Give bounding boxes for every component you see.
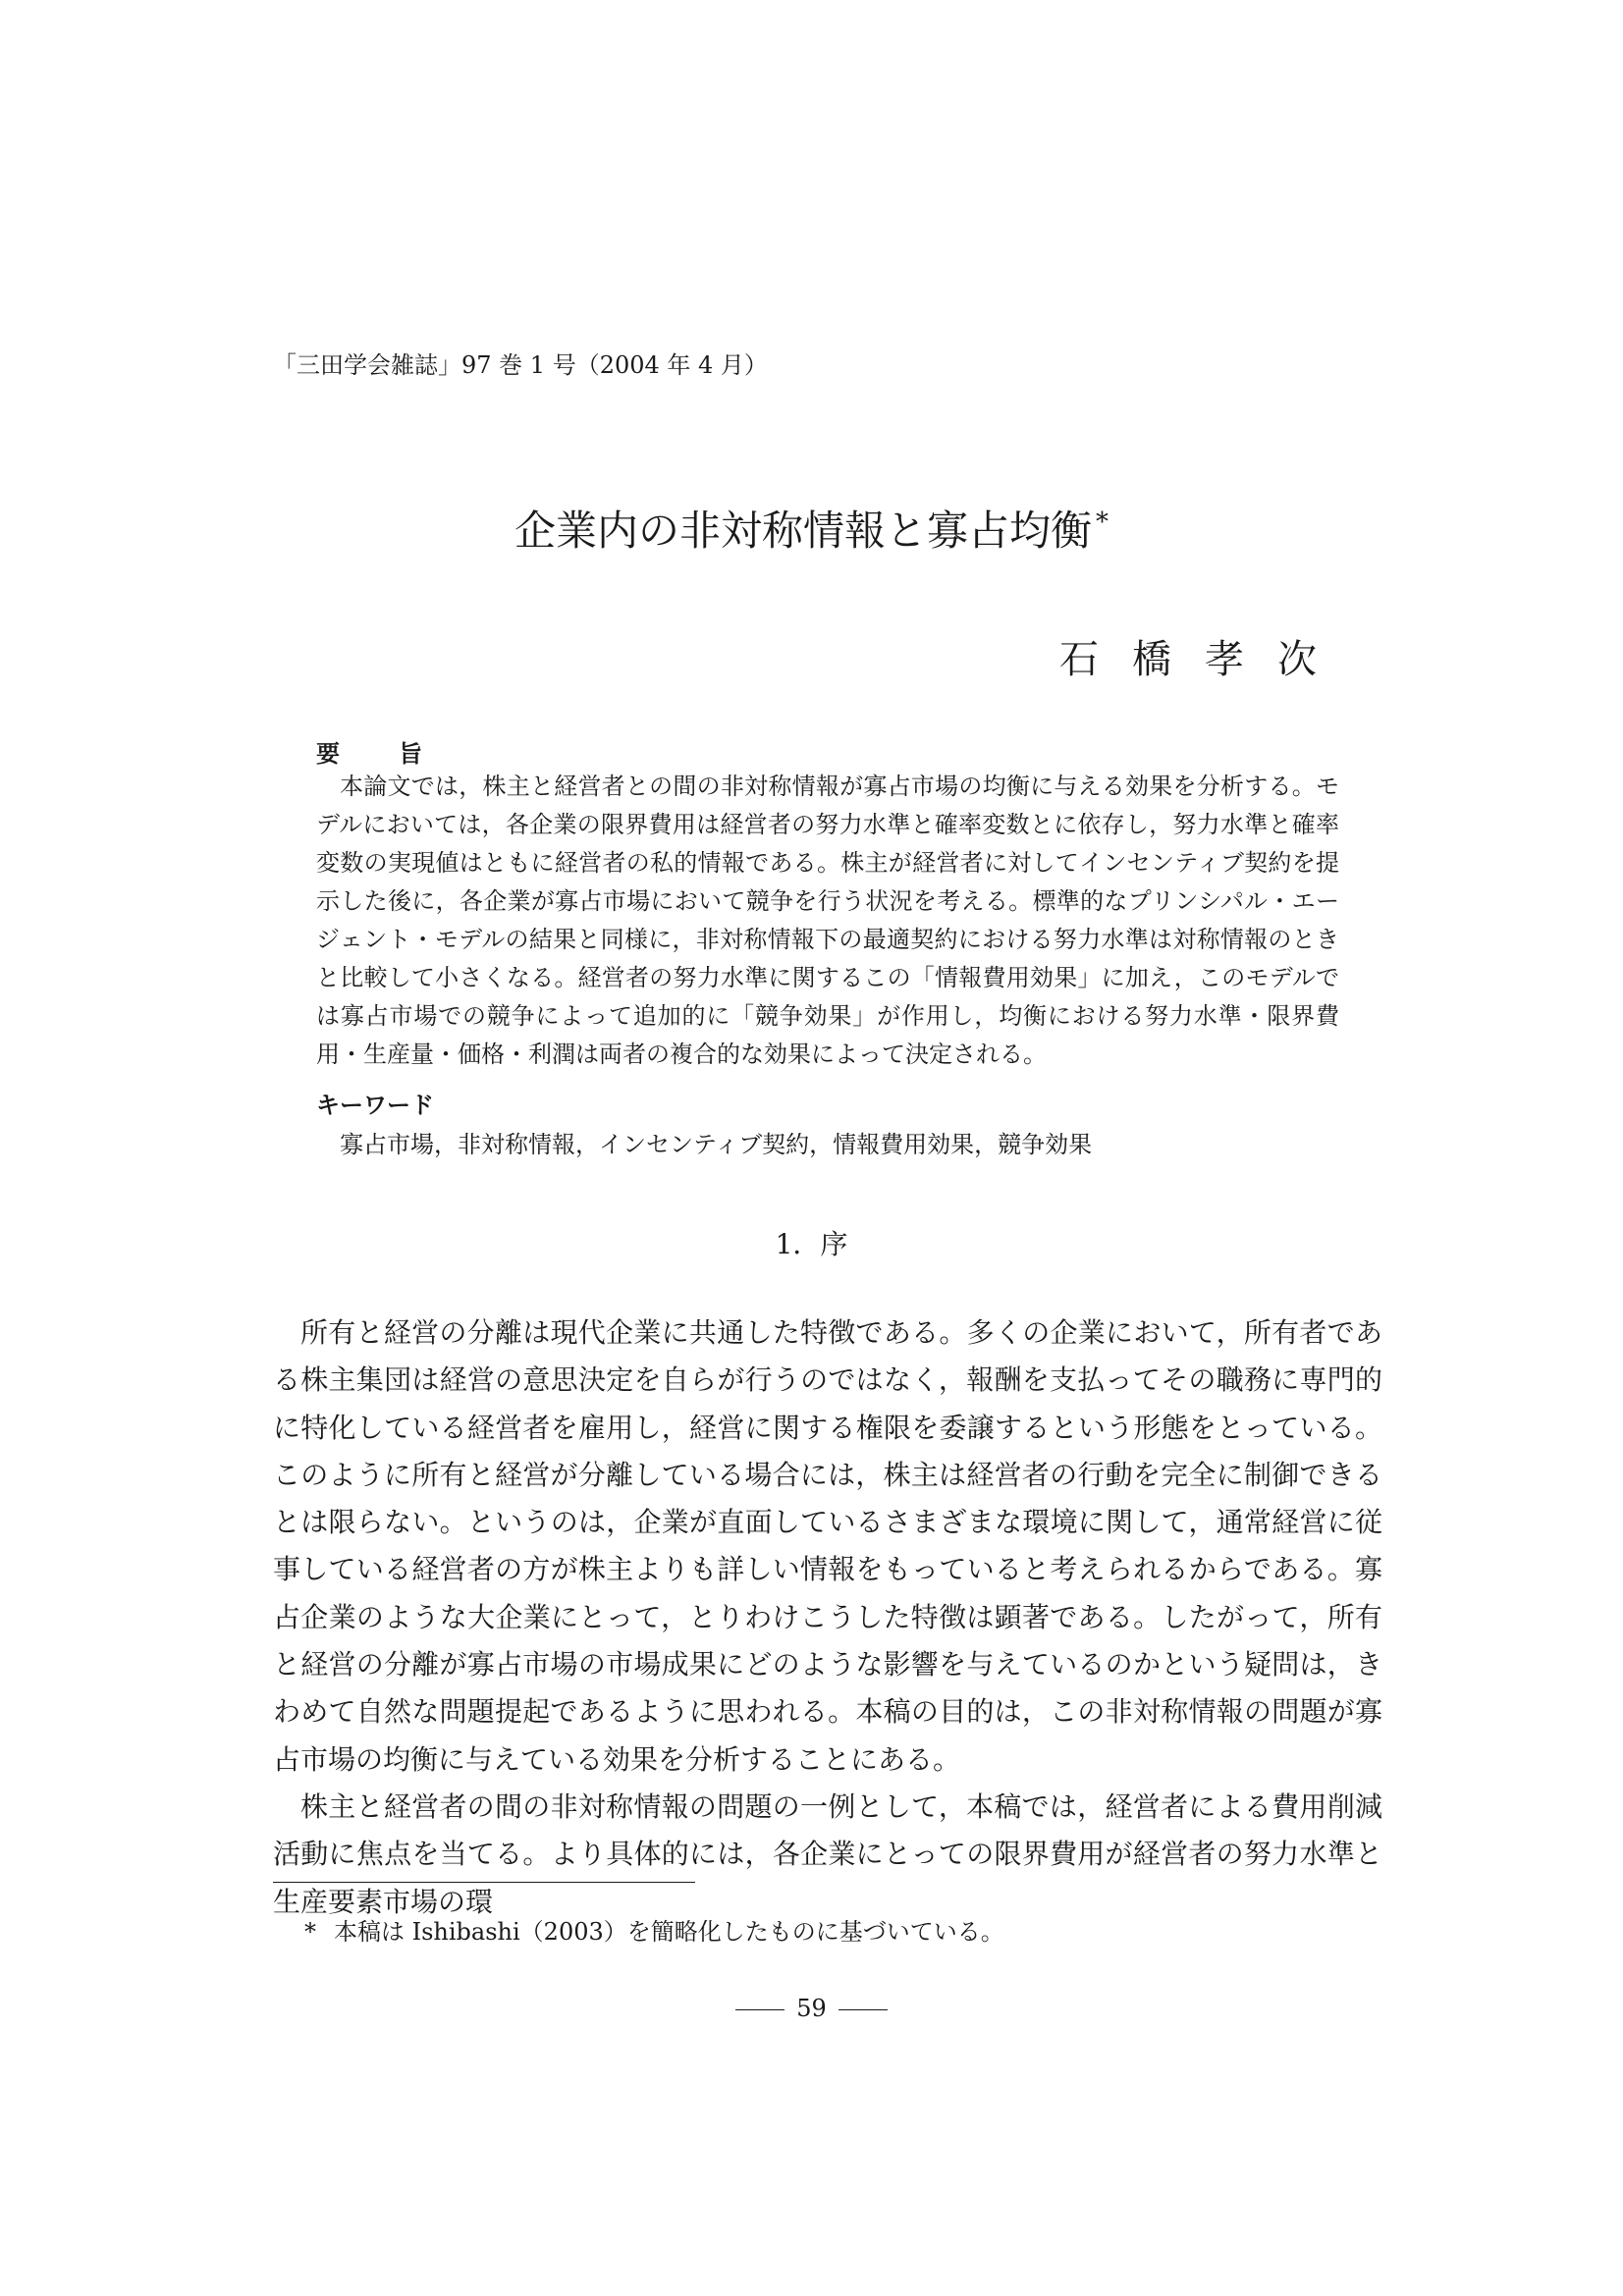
- footnote-text: 本稿は Ishibashi（2003）を簡略化したものに基づいている。: [334, 1918, 1004, 1946]
- page-number-value: 59: [796, 1995, 827, 2022]
- keywords-heading: キーワード: [316, 1092, 434, 1119]
- body-paragraph: 所有と経営の分離は現代企業に共通した特徴である。多くの企業において，所有者である株主集団は経営の意思決定を自らが行うのではなく，報酬を支払ってその職務に専門的に特化している経営者を雇用し，経営に関する権限を委譲するという形態をとっている。このように所有と経営が分離している場合には，株主は経営者の行動を完全に制御できるとは限らない。というのは，企業が直面しているさまざまな環境に関して，通常経営に従事している経営者の方が株主よりも詳しい情報をもっていると考えられるからである。寡占企業のような大企業にとって，とりわけこうした特徴は顕著である。したがって，所有と経営の分離が寡占市場の市場成果にどのような影響を与えているのかという疑問は，きわめて自然な問題提起であるように思われる。本稿の目的は，この非対称情報の問題が寡占市場の均衡に与えている効果を分析することにある。: [273, 1316, 1382, 1776]
- keywords-list: 寡占市場，非対称情報，インセンティブ契約，情報費用効果，競争効果: [340, 1131, 1093, 1158]
- body-paragraph: 株主と経営者の間の非対称情報の問題の一例として，本稿では，経営者による費用削減活動に焦点を当てる。より具体的には，各企業にとっての限界費用が経営者の努力水準と生産要素市場の環: [273, 1789, 1382, 1918]
- title-footnote-mark[interactable]: *: [1096, 507, 1109, 537]
- section-heading: 1．序: [775, 1228, 848, 1260]
- abstract-text: 本論文では，株主と経営者との間の非対称情報が寡占市場の均衡に与える効果を分析する。モデルにおいては，各企業の限界費用は経営者の努力水準と確率変数とに依存し，努力水準と確率変数の実現値はともに経営者の私的情報である。株主が経営者に対してインセンティブ契約を提示した後に，各企業が寡占市場において競争を行う状況を考える。標準的なプリンシパル・エージェント・モデルの結果と同様に，非対称情報下の最適契約における努力水準は対称情報のときと比較して小さくなる。経営者の努力水準に関するこの「情報費用効果」に加え，このモデルでは寡占市場での競争によって追加的に「競争効果」が作用し，均衡における努力水準・限界費用・生産量・価格・利潤は両者の複合的な効果によって決定される。: [316, 773, 1339, 1068]
- journal-citation: 「三田学会雑誌」97 巻 1 号（2004 年 4 月）: [273, 351, 768, 379]
- page-number: [0, 1995, 1623, 2022]
- page-number-dash-left: [735, 2009, 784, 2010]
- body-text: [273, 1309, 1382, 1926]
- abstract-heading: 要旨: [316, 740, 481, 768]
- author-name: 石橋孝次: [1059, 637, 1350, 682]
- footnote-divider: [273, 1882, 695, 1883]
- footnote: [304, 1912, 1004, 1947]
- article-title: [0, 499, 1623, 558]
- footnote-marker: *: [304, 1918, 316, 1946]
- page-number-dash-right: [839, 2009, 888, 2010]
- article-title-text: 企業内の非対称情報と寡占均衡: [514, 507, 1092, 555]
